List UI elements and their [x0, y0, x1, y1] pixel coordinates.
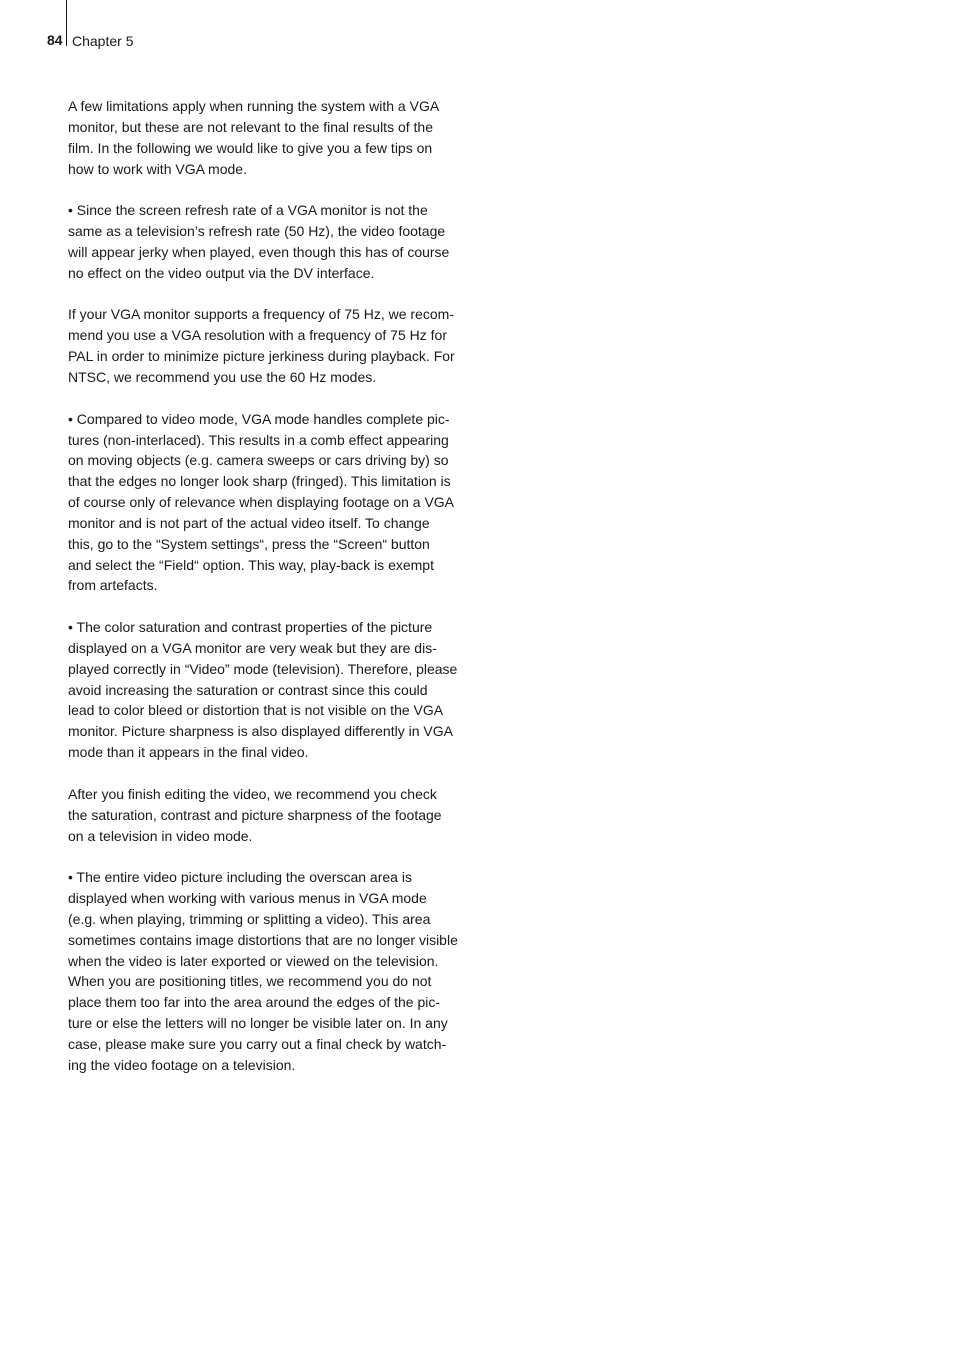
paragraph-final-check: After you finish editing the video, we recommend you check the saturation, contrast and picture sharpness of the footage on a television in video mode. — [68, 785, 442, 844]
body-text — [68, 96, 478, 1097]
paragraph-comb-effect: • Compared to video mode, VGA mode handles complete pic- tures (non-interlaced). This results in a comb effect appearing on moving objects (e.g. camera sweeps or cars driving by) so that the edges no longer look sharp (fringed). This limitation is of course only of relevance when displaying footage on a VGA monitor and is not part of the actual video itself. To change this, go to the “System settings“, press the “Screen“ button and select the “Field“ option. This way, play-back is exempt from artefacts. — [68, 410, 455, 594]
paragraph-75hz: If your VGA monitor supports a frequency of 75 Hz, we recom- mend you use a VGA resolution with a frequency of 75 Hz for PAL in order to minimize picture jerkiness during playback. For NTSC, we recommend you use the 60 Hz modes. — [68, 306, 455, 385]
page-number: 84 — [47, 32, 63, 48]
paragraph-color-saturation: • The color saturation and contrast properties of the picture displayed on a VGA monitor are very weak but they are dis- played correctly in “Video” mode (television). Therefore, please avoid increasing the saturation or contrast since this could lead to color bleed or distortion that is not visible on the VGA monitor. Picture sharpness is also displayed differently in VGA mode than it appears in the final video. — [68, 619, 458, 761]
paragraph-intro: A few limitations apply when running the system with a VGA monitor, but these are not relevant to the final results of the film. In the following we would like to give you a few tips on how to work with VGA mode. — [68, 98, 440, 177]
paragraph-refresh-rate: • Since the screen refresh rate of a VGA monitor is not the same as a television’s refresh rate (50 Hz), the video footage will appear jerky when played, even though this has of course no effect on the video output via the DV interface. — [68, 202, 450, 281]
paragraph-overscan: • The entire video picture including the overscan area is displayed when working with various menus in VGA mode (e.g. when playing, trimming or splitting a video). This area sometimes contains image distortions that are no longer visible when the video is later exported or viewed on the television. When you are positioning titles, we recommend you do not place them too far into the area around the edges of the pic- ture or else the letters will no longer be visible later on. In any case, please make sure you carry out a final check by watch- ing the video footage on a television. — [68, 869, 458, 1073]
chapter-label: Chapter 5 — [72, 33, 134, 49]
header-divider — [66, 0, 67, 46]
